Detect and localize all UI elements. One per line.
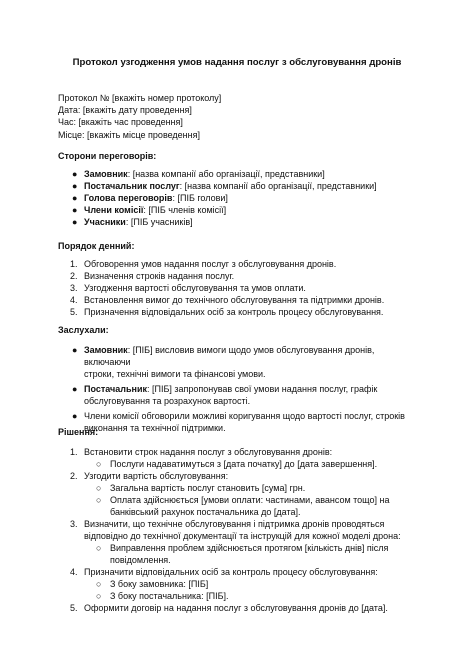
- list-item: 3. Узгодження вартості обслуговування та умов оплати.: [70, 283, 306, 293]
- protocol-meta: [58, 92, 221, 141]
- list-item: 1. Встановити строк надання послуг з обслуговування дронів: ○ Послуги надаватимуться з [дата початку] до [дата завершення].: [58, 446, 418, 470]
- list-item: 2. Узгодити вартість обслуговування: ○ Загальна вартість послуг становить [сума] грн. ○ Оплата здійснюється [умови оплати: частинами, авансом тощо] на банківський рахунок постачальника до [дата].: [58, 470, 418, 518]
- list-item: 5. Оформити договір на надання послуг з обслуговування дронів до [дата].: [70, 603, 388, 613]
- sub-list-item: ○ Оплата здійснюється [умови оплати: частинами, авансом тощо] на банківський рахунок постачальника до [дата].: [96, 495, 390, 517]
- list-item: 4. Призначити відповідальних осіб за контроль процесу обслуговування: ○ З боку замовника: [ПІБ] ○ З боку постачальника: [ПІБ].: [58, 566, 418, 602]
- sub-list-item: ○ Загальна вартість послуг становить [сума] грн.: [96, 483, 306, 493]
- agenda-heading: Порядок денний:: [58, 241, 135, 251]
- document-title: Протокол узгодження умов надання послуг з обслуговування дронів: [72, 57, 402, 68]
- sub-list-item: ○ Послуги надаватимуться з [дата початку] до [дата завершення].: [96, 459, 378, 469]
- list-item: ● Голова переговорів: [ПІБ голови]: [72, 193, 228, 203]
- sub-list-item: ○ З боку постачальника: [ПІБ].: [96, 591, 229, 601]
- list-item: ● Члени комісії обговорили можливі коригування щодо вартості послуг, строків виконання та технічної підтримки.: [72, 411, 405, 433]
- parties-heading: Сторони переговорів:: [58, 151, 157, 161]
- list-item: 4. Встановлення вимог до технічного обслуговування та підтримки дронів.: [70, 295, 385, 305]
- decisions-list: [58, 446, 418, 614]
- parties-list: [58, 168, 418, 228]
- list-item: ● Замовник: [ПІБ] висловив вимоги щодо умов обслуговування дронів, включаючи строки, технічні вимоги та фінансові умови.: [72, 345, 375, 379]
- sub-list-item: ○ Виправлення проблем здійснюється протягом [кількість днів] після повідомлення.: [96, 543, 389, 565]
- sub-list-item: ○ З боку замовника: [ПІБ]: [96, 579, 209, 589]
- protocol-date: Дата: [вкажіть дату проведення]: [58, 105, 192, 116]
- list-item: 2. Визначення строків надання послуг.: [70, 271, 235, 281]
- decisions-heading: Рішення:: [58, 427, 99, 437]
- protocol-place: Місце: [вкажіть місце проведення]: [58, 129, 201, 140]
- heard-heading: Заслухали:: [58, 325, 109, 335]
- protocol-number: Протокол № [вкажіть номер протоколу]: [58, 93, 222, 103]
- list-item: 5. Призначення відповідальних осіб за контроль процесу обслуговування.: [70, 307, 384, 317]
- list-item: ● Члени комісії: [ПІБ членів комісії]: [72, 205, 227, 215]
- list-item: 3. Визначити, що технічне обслуговування і підтримка дронів проводяться відповідно до технічної документації та інструкцій для кожної моделі дрона: ○ Виправлення проблем здійснюється протягом [кількість днів] після повідомлення.: [58, 518, 418, 566]
- list-item: ● Постачальник: [ПІБ] запропонував свої умови надання послуг, графік обслуговування та розрахунок вартості.: [72, 384, 378, 406]
- list-item: ● Замовник: [назва компанії або організації, представники]: [72, 169, 325, 179]
- list-item: 1. Обговорення умов надання послуг з обслуговування дронів.: [70, 259, 337, 269]
- list-item: ● Постачальник послуг: [назва компанії або організації, представники]: [72, 181, 377, 191]
- protocol-time: Час: [вкажіть час проведення]: [58, 117, 183, 128]
- list-item: ● Учасники: [ПІБ учасників]: [72, 217, 193, 227]
- heard-list: [58, 344, 418, 434]
- agenda-list: [58, 258, 418, 318]
